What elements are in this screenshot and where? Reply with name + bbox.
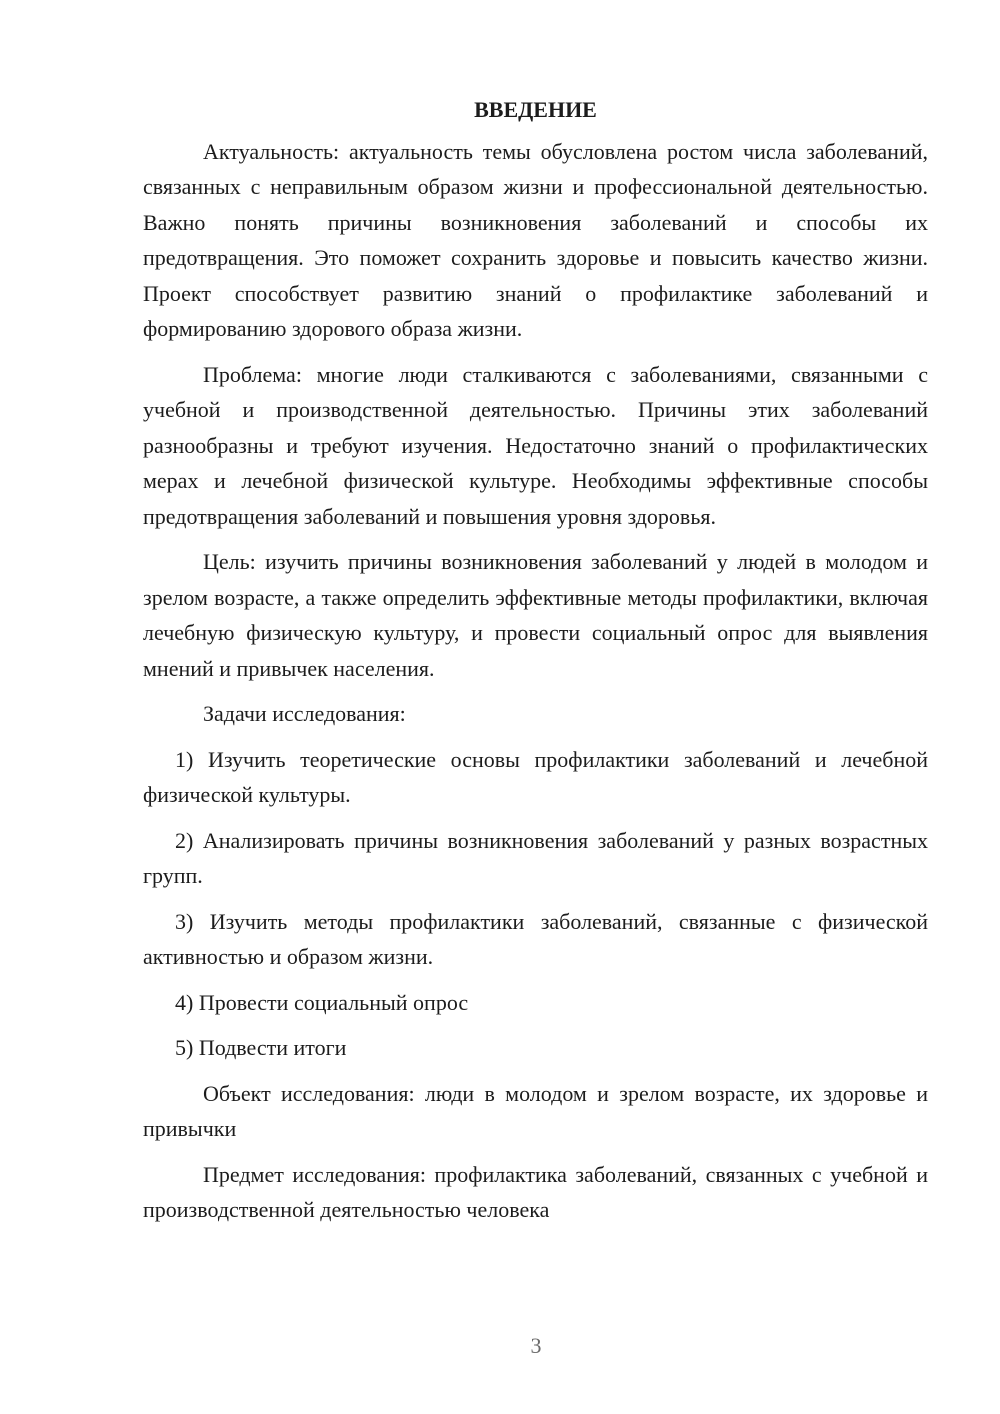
task-item-3: 3) Изучить методы профилактики заболеваний, связанные с физической активностью и образом жизни. [143, 908, 928, 969]
page-number: 3 [530, 1333, 542, 1358]
tasks-heading: Задачи исследования: [203, 701, 406, 726]
section-title: ВВЕДЕНИЕ [474, 97, 597, 122]
task-item-1: 1) Изучить теоретические основы профилактики заболеваний и лечебной физической культуры. [143, 746, 928, 807]
task-item-5: 5) Подвести итоги [175, 1035, 347, 1060]
problem-paragraph: Проблема: многие люди сталкиваются с заболеваниями, связанными с учебной и производственной деятельностью. Причины этих заболеваний разнообразны и требуют изучения. Недостаточно знаний о профилактических мерах и лечебной физической культуре. Необходимы эффективные способы предотвращения заболеваний и повышения уровня здоровья. [143, 361, 928, 529]
research-object-paragraph: Объект исследования: люди в молодом и зрелом возрасте, их здоровье и привычки [143, 1080, 928, 1141]
task-item-2: 2) Анализировать причины возникновения заболеваний у разных возрастных групп. [143, 827, 928, 888]
page-content [143, 92, 928, 1238]
research-subject-paragraph: Предмет исследования: профилактика заболеваний, связанных с учебной и производственной деятельностью человека [143, 1161, 928, 1222]
goal-paragraph: Цель: изучить причины возникновения заболеваний у людей в молодом и зрелом возрасте, а также определить эффективные методы профилактики, включая лечебную физическую культуру, и провести социальный опрос для выявления мнений и привычек населения. [143, 549, 928, 681]
relevance-paragraph: Актуальность: актуальность темы обусловлена ростом числа заболеваний, связанных с неправильным образом жизни и профессиональной деятельностью. Важно понять причины возникновения заболеваний и способы их предотвращения. Это поможет сохранить здоровье и повысить качество жизни. Проект способствует развитию знаний о профилактике заболеваний и формированию здорового образа жизни. [143, 138, 928, 341]
task-item-4: 4) Провести социальный опрос [175, 989, 469, 1015]
